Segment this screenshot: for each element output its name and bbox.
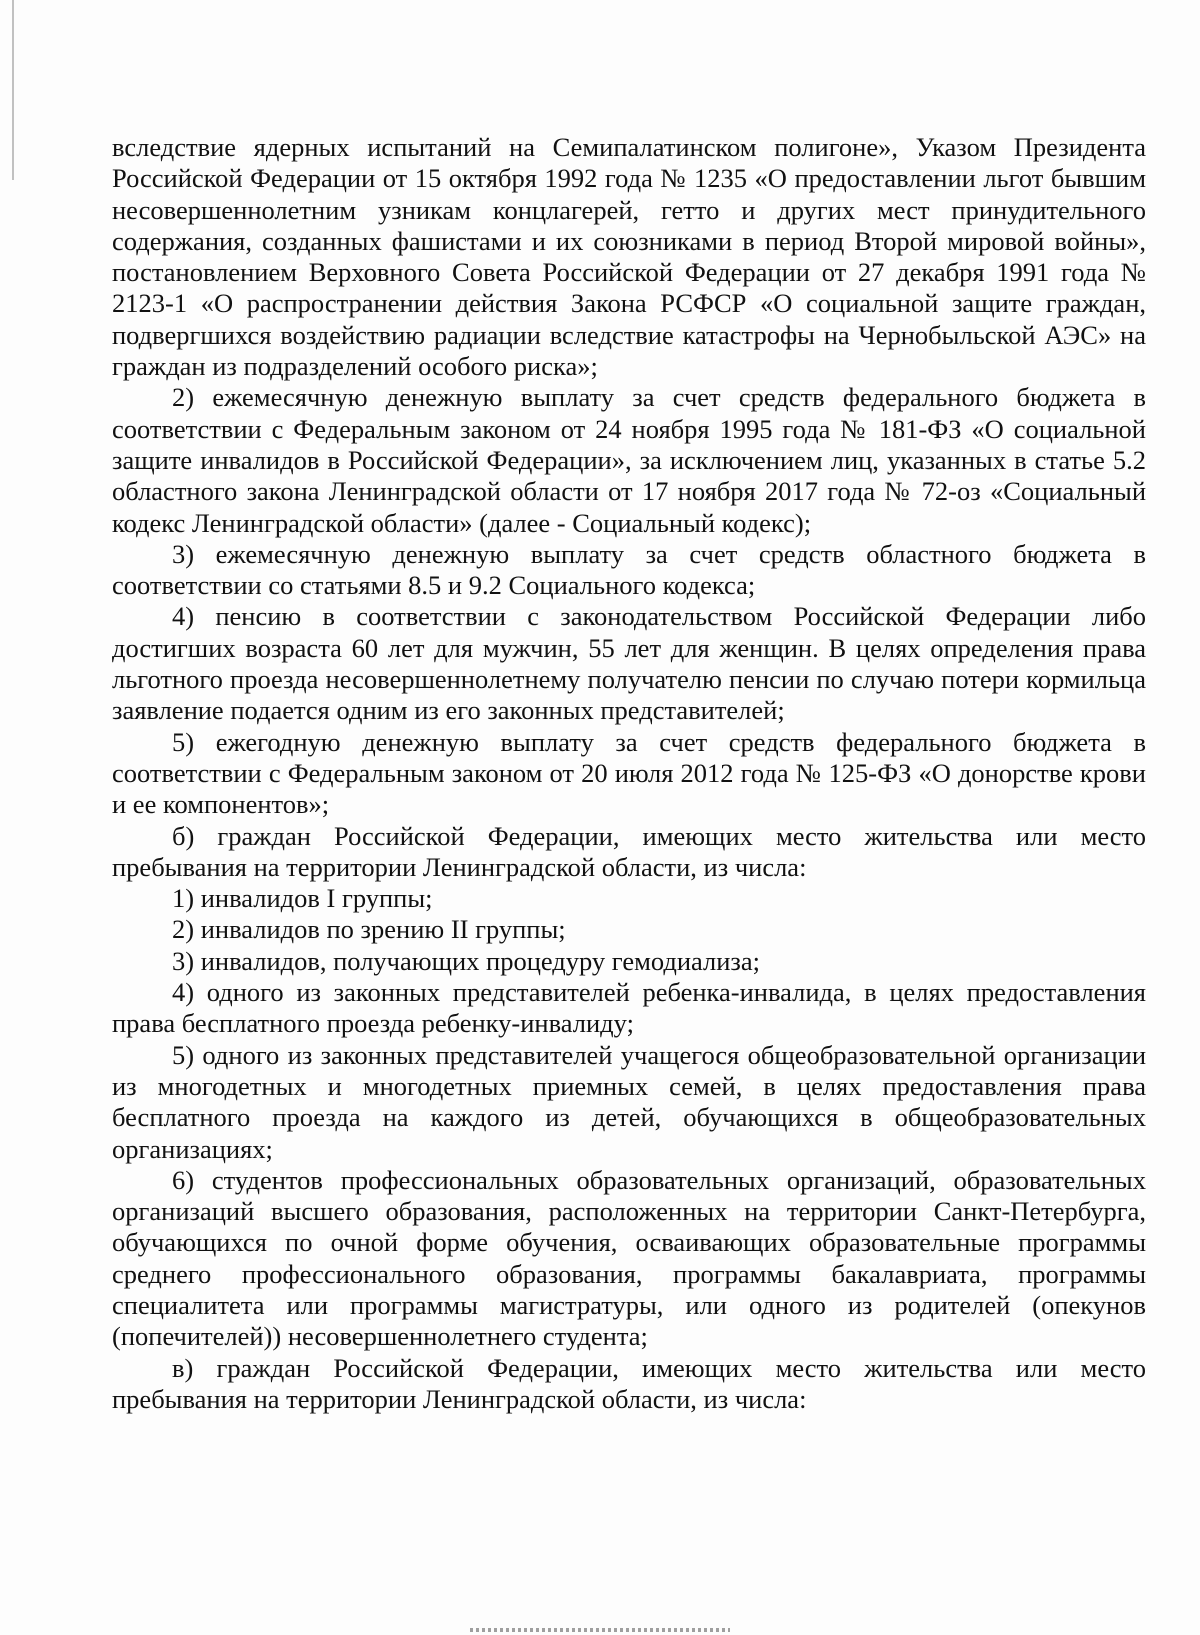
paragraph-b-5: 5) одного из законных представителей учащегося общеобразовательной организации из многодетных и многодетных приемных семей, в целях предоставления права бесплатного проезда на каждого из детей, обучающихся в общеобразовательных организациях; [112, 1039, 1146, 1164]
paragraph-b-3: 3) инвалидов, получающих процедуру гемодиализа; [172, 945, 761, 976]
paragraph-b-6: 6) студентов профессиональных образовательных организаций, образовательных организаций высшего образования, расположенных на территории Санкт-Петербурга, обучающихся по очной форме обучения, осваивающих образовательные программы среднего профессионального образования, программы бакалавриата, программы специалитета или программы магистратуры, или одного из родителей (опекунов (попечителей)) несовершеннолетнего студента; [112, 1164, 1146, 1352]
paragraph-item-5: 5) ежегодную денежную выплату за счет средств федерального бюджета в соответствии с Федеральным законом от 20 июля 2012 года № 125-ФЗ «О донорстве крови и ее компонентов»; [112, 726, 1146, 820]
paragraph-b: б) граждан Российской Федерации, имеющих место жительства или место пребывания на территории Ленинградской области, из числа: [112, 820, 1146, 882]
paragraph-b-2: 2) инвалидов по зрению II группы; [172, 914, 566, 945]
paragraph-continuation: вследствие ядерных испытаний на Семипалатинском полигоне», Указом Президента Российской Федерации от 15 октября 1992 года № 1235 «О предоставлении льгот бывшим несовершеннолетним узникам концлагерей, гетто и других мест принудительного содержания, созданных фашистами и их союзниками в период Второй мировой войны», постановлением Верховного Совета Российской Федерации от 27 декабря 1991 года № 2123-1 «О распространении действия Закона РСФСР «О социальной защите граждан, подвергшихся воздействию радиации вследствие катастрофы на Чернобыльской АЭС» на граждан из подразделений особого риска»; [112, 132, 1146, 382]
paragraph-item-2: 2) ежемесячную денежную выплату за счет средств федерального бюджета в соответствии с Федеральным законом от 24 ноября 1995 года № 181-ФЗ «О социальной защите инвалидов в Российской Федерации», за исключением лиц, указанных в статье 5.2 областного закона Ленинградской области от 17 ноября 2017 года № 72-оз «Социальный кодекс Ленинградской области» (далее - Социальный кодекс); [112, 382, 1146, 538]
paragraph-b-4: 4) одного из законных представителей ребенка-инвалида, в целях предоставления права бесплатного проезда ребенку-инвалиду; [112, 977, 1146, 1039]
paragraph-item-4: 4) пенсию в соответствии с законодательством Российской Федерации либо достигших возраста 60 лет для мужчин, 55 лет для женщин. В целях определения права льготного проезда несовершеннолетнему получателю пенсии по случаю потери кормильца заявление подается одним из его законных представителей; [112, 601, 1146, 726]
document-body [112, 132, 1146, 1415]
scan-bottom-dots [470, 1628, 730, 1632]
paragraph-v: в) граждан Российской Федерации, имеющих место жительства или место пребывания на территории Ленинградской области, из числа: [112, 1352, 1146, 1414]
scan-edge-line [12, 0, 14, 180]
paragraph-item-3: 3) ежемесячную денежную выплату за счет средств областного бюджета в соответствии со статьями 8.5 и 9.2 Социального кодекса; [112, 538, 1146, 601]
paragraph-b-1: 1) инвалидов I группы; [172, 883, 433, 914]
